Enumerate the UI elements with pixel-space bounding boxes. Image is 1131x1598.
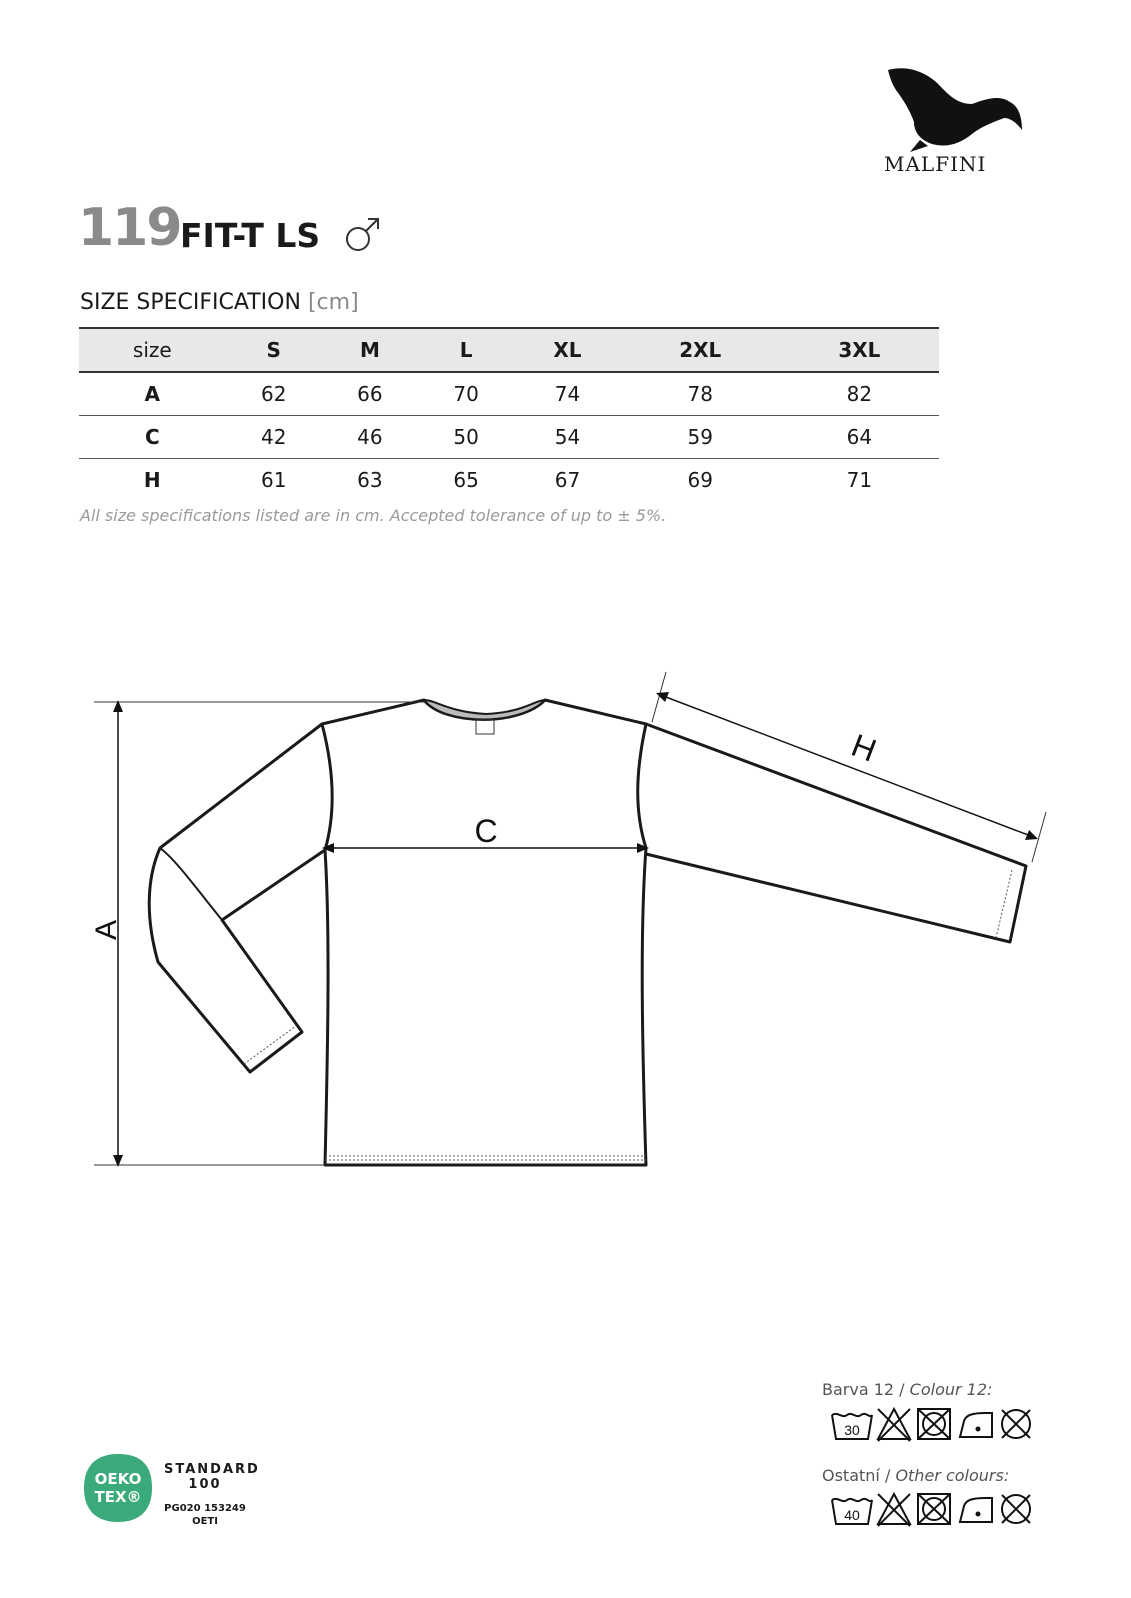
label-h: H xyxy=(846,726,882,769)
right-sleeve xyxy=(646,724,1026,942)
col-header: L xyxy=(459,338,473,362)
table-cell: 66 xyxy=(357,382,383,406)
size-table xyxy=(79,327,939,501)
table-cell: 61 xyxy=(260,468,287,492)
spec-title-text: SIZE SPECIFICATION xyxy=(80,290,301,315)
shirt-collar xyxy=(424,700,545,720)
iron-low-icon xyxy=(960,1498,992,1522)
brand-logo-text: MALFINI xyxy=(884,152,987,176)
wash-icon xyxy=(832,1499,872,1524)
col-header: 2XL xyxy=(679,338,722,362)
spec-unit: [cm] xyxy=(307,290,359,315)
colour12-label-en: Colour 12: xyxy=(909,1380,993,1399)
table-cell: 70 xyxy=(453,382,479,406)
table-cell: 50 xyxy=(453,425,479,449)
table-row xyxy=(79,459,939,502)
table-cell: 71 xyxy=(846,468,873,492)
left-sleeve xyxy=(149,724,325,1072)
table-cell: 63 xyxy=(357,468,383,492)
col-header: XL xyxy=(553,338,582,362)
other-label-en: Other colours: xyxy=(895,1466,1010,1485)
no-tumble-dry-icon xyxy=(918,1494,950,1524)
table-cell: 74 xyxy=(554,382,581,406)
table-cell: 78 xyxy=(687,382,713,406)
svg-text:TEX®: TEX® xyxy=(94,1488,142,1506)
tolerance-note: All size specifications listed are in cm. Accepted tolerance of up to ± 5%. xyxy=(80,506,667,525)
oeko-standard-text xyxy=(164,1462,260,1492)
shirt-outline xyxy=(322,700,646,1165)
other-colours-label xyxy=(822,1466,1009,1485)
no-dry-clean-icon xyxy=(1002,1495,1030,1523)
table-cell: 69 xyxy=(687,468,713,492)
col-header: S xyxy=(266,338,281,362)
garment-diagram xyxy=(0,640,1131,1180)
svg-text:OEKO: OEKO xyxy=(94,1470,142,1488)
no-bleach-icon xyxy=(878,1409,910,1441)
no-bleach-icon xyxy=(878,1494,910,1526)
col-header: 3XL xyxy=(838,338,881,362)
svg-text:30: 30 xyxy=(844,1422,860,1438)
row-label: C xyxy=(144,425,160,449)
standard-line1: STANDARD xyxy=(164,1462,260,1477)
col-header: M xyxy=(359,338,380,362)
table-row xyxy=(79,416,939,459)
table-cell: 54 xyxy=(554,425,581,449)
table-cell: 64 xyxy=(846,425,873,449)
oeko-code-text xyxy=(160,1502,250,1528)
oeko-tex-logo xyxy=(82,1452,154,1524)
table-header-row xyxy=(79,328,939,372)
care-icons-other xyxy=(830,1490,1040,1530)
care-icons-colour12 xyxy=(830,1405,1040,1445)
table-cell: 67 xyxy=(554,468,581,492)
col-header: size xyxy=(132,338,172,362)
no-dry-clean-icon xyxy=(1002,1410,1030,1438)
product-number: 119 xyxy=(78,198,181,258)
table-cell: 82 xyxy=(846,382,873,406)
colour12-label-cz: Barva 12 / xyxy=(822,1380,905,1399)
iron-low-icon xyxy=(960,1413,992,1437)
table-cell: 62 xyxy=(260,382,287,406)
no-tumble-dry-icon xyxy=(918,1409,950,1439)
table-cell: 42 xyxy=(260,425,287,449)
table-cell: 59 xyxy=(687,425,713,449)
standard-line2: 100 xyxy=(188,1477,222,1492)
label-a: A xyxy=(90,919,123,941)
code-line2: OETI xyxy=(192,1516,218,1527)
table-cell: 65 xyxy=(453,468,479,492)
other-label-cz: Ostatní / xyxy=(822,1466,891,1485)
svg-text:40: 40 xyxy=(844,1507,860,1523)
male-symbol-icon xyxy=(340,210,388,258)
code-line1: PG020 153249 xyxy=(164,1503,246,1514)
row-label: A xyxy=(144,382,161,406)
row-label: H xyxy=(143,468,161,492)
table-cell: 46 xyxy=(357,425,383,449)
table-row xyxy=(79,372,939,416)
colour12-label xyxy=(822,1380,992,1399)
spec-title xyxy=(80,290,359,315)
wash-icon xyxy=(832,1414,872,1439)
product-name: FIT-T LS xyxy=(180,216,321,255)
label-c: C xyxy=(474,813,498,849)
